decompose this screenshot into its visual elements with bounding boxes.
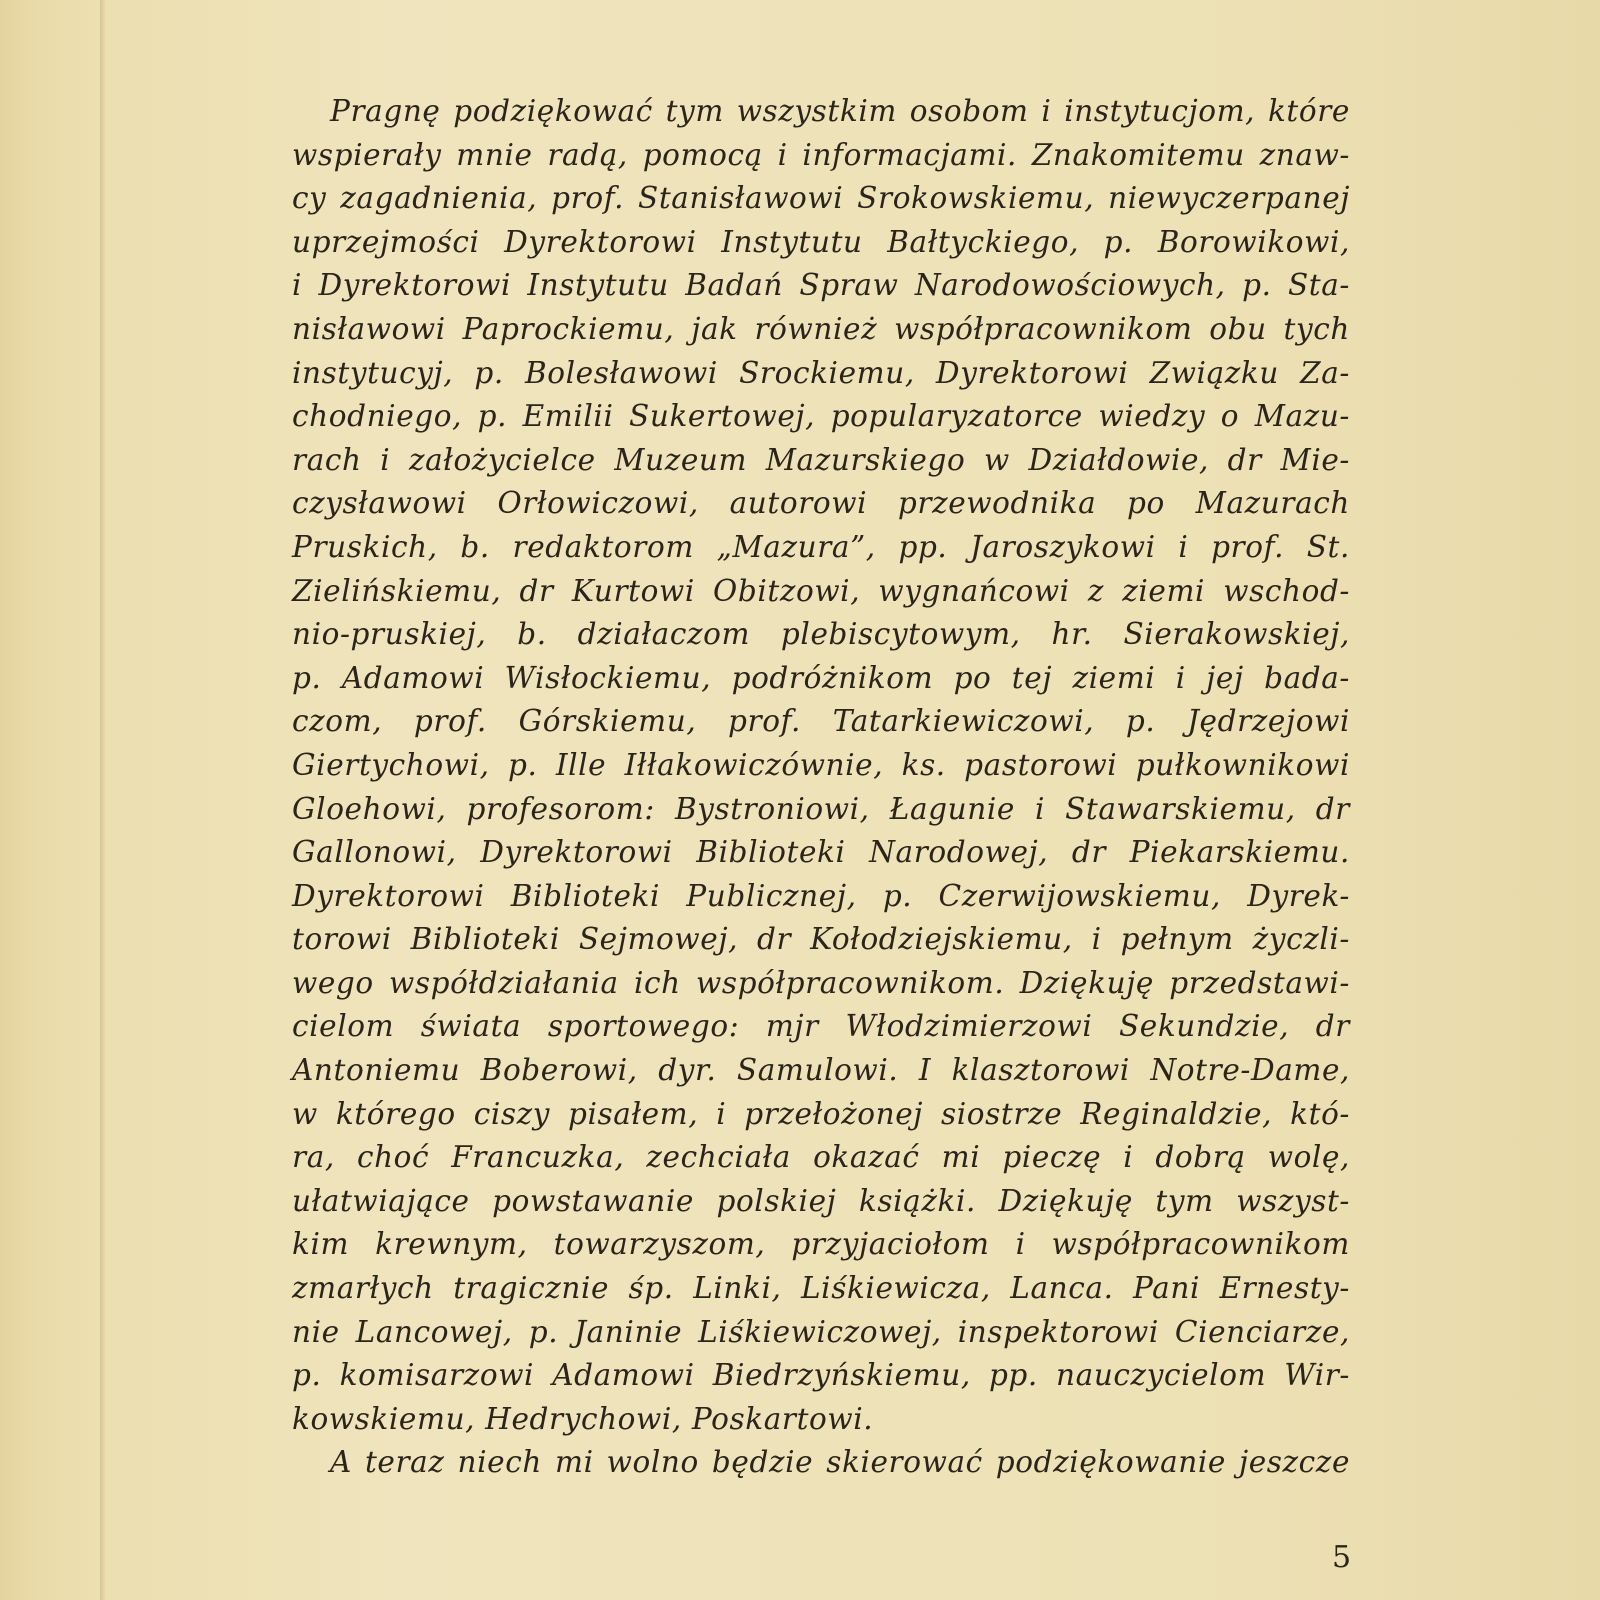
text-line: nisławowi Paprockiemu, jak również współpracownikom obu tych bbox=[292, 311, 1350, 346]
text-line: Zielińskiemu, dr Kurtowi Obitzowi, wygnańcowi z ziemi wschod- bbox=[292, 573, 1350, 608]
text-line: chodniego, p. Emilii Sukertowej, popularyzatorce wiedzy o Mazu- bbox=[292, 399, 1350, 434]
text-line: Dyrektorowi Biblioteki Publicznej, p. Czerwijowskiemu, Dyrek- bbox=[292, 878, 1350, 913]
paragraph-2 bbox=[292, 1441, 1350, 1485]
text-line: zmarłych tragicznie śp. Linki, Liśkiewicza, Lanca. Pani Ernesty- bbox=[292, 1271, 1350, 1306]
text-line: ra, choć Francuzka, zechciała okazać mi pieczę i dobrą wolę, bbox=[292, 1140, 1350, 1175]
text-line: ułatwiające powstawanie polskiej książki. Dziękuję tym wszyst- bbox=[292, 1183, 1350, 1218]
text-line: A teraz niech mi wolno będzie skierować podziękowanie jeszcze bbox=[330, 1445, 1350, 1480]
text-line: wego współdziałania ich współpracownikom. Dziękuję przedstawi- bbox=[292, 965, 1350, 1000]
text-line: Antoniemu Boberowi, dyr. Samulowi. I klasztorowi Notre-Dame, bbox=[292, 1053, 1350, 1088]
text-line: kim krewnym, towarzyszom, przyjaciołom i współpracownikom bbox=[292, 1227, 1350, 1262]
text-line: kowskiemu, Hedrychowi, Poskartowi. bbox=[292, 1401, 874, 1436]
text-line: wspierały mnie radą, pomocą i informacjami. Znakomitemu znaw- bbox=[292, 137, 1350, 172]
text-line: rach i założycielce Muzeum Mazurskiego w Działdowie, dr Mie- bbox=[292, 442, 1350, 477]
text-line: cy zagadnienia, prof. Stanisławowi Srokowskiemu, niewyczerpanej bbox=[292, 181, 1350, 216]
page-number: 5 bbox=[1332, 1540, 1352, 1575]
text-line: torowi Biblioteki Sejmowej, dr Kołodziejskiemu, i pełnym życzli- bbox=[292, 922, 1350, 957]
text-line: Gallonowi, Dyrektorowi Biblioteki Narodowej, dr Piekarskiemu. bbox=[292, 835, 1350, 870]
text-line: czom, prof. Górskiemu, prof. Tatarkiewiczowi, p. Jędrzejowi bbox=[292, 704, 1350, 739]
body-text bbox=[292, 90, 1350, 1485]
paragraph-1 bbox=[292, 90, 1350, 1441]
text-line: Pruskich, b. redaktorom „Mazura”, pp. Jaroszykowi i prof. St. bbox=[292, 529, 1350, 564]
text-line: Gloehowi, profesorom: Bystroniowi, Łagunie i Stawarskiemu, dr bbox=[292, 791, 1350, 826]
text-line: cielom świata sportowego: mjr Włodzimierzowi Sekundzie, dr bbox=[292, 1009, 1350, 1044]
text-line: instytucyj, p. Bolesławowi Srockiemu, Dyrektorowi Związku Za- bbox=[292, 355, 1350, 390]
text-line: uprzejmości Dyrektorowi Instytutu Bałtyckiego, p. Borowikowi, bbox=[292, 224, 1350, 259]
text-line: i Dyrektorowi Instytutu Badań Spraw Narodowościowych, p. Sta- bbox=[292, 268, 1350, 303]
text-line: p. Adamowi Wisłockiemu, podróżnikom po tej ziemi i jej bada- bbox=[292, 660, 1350, 695]
text-line: nio-pruskiej, b. działaczom plebiscytowym, hr. Sierakowskiej, bbox=[292, 617, 1350, 652]
text-line: p. komisarzowi Adamowi Biedrzyńskiemu, pp. nauczycielom Wir- bbox=[292, 1358, 1350, 1393]
text-line: czysławowi Orłowiczowi, autorowi przewodnika po Mazurach bbox=[292, 486, 1350, 521]
text-line: nie Lancowej, p. Janinie Liśkiewiczowej, inspektorowi Cienciarze, bbox=[292, 1314, 1350, 1349]
text-line: Pragnę podziękować tym wszystkim osobom i instytucjom, które bbox=[330, 94, 1350, 128]
page-gutter bbox=[100, 0, 106, 1600]
text-line: Giertychowi, p. Ille Iłłakowiczównie, ks. pastorowi pułkownikowi bbox=[292, 747, 1350, 782]
text-line: w którego ciszy pisałem, i przełożonej siostrze Reginaldzie, któ- bbox=[292, 1096, 1350, 1131]
